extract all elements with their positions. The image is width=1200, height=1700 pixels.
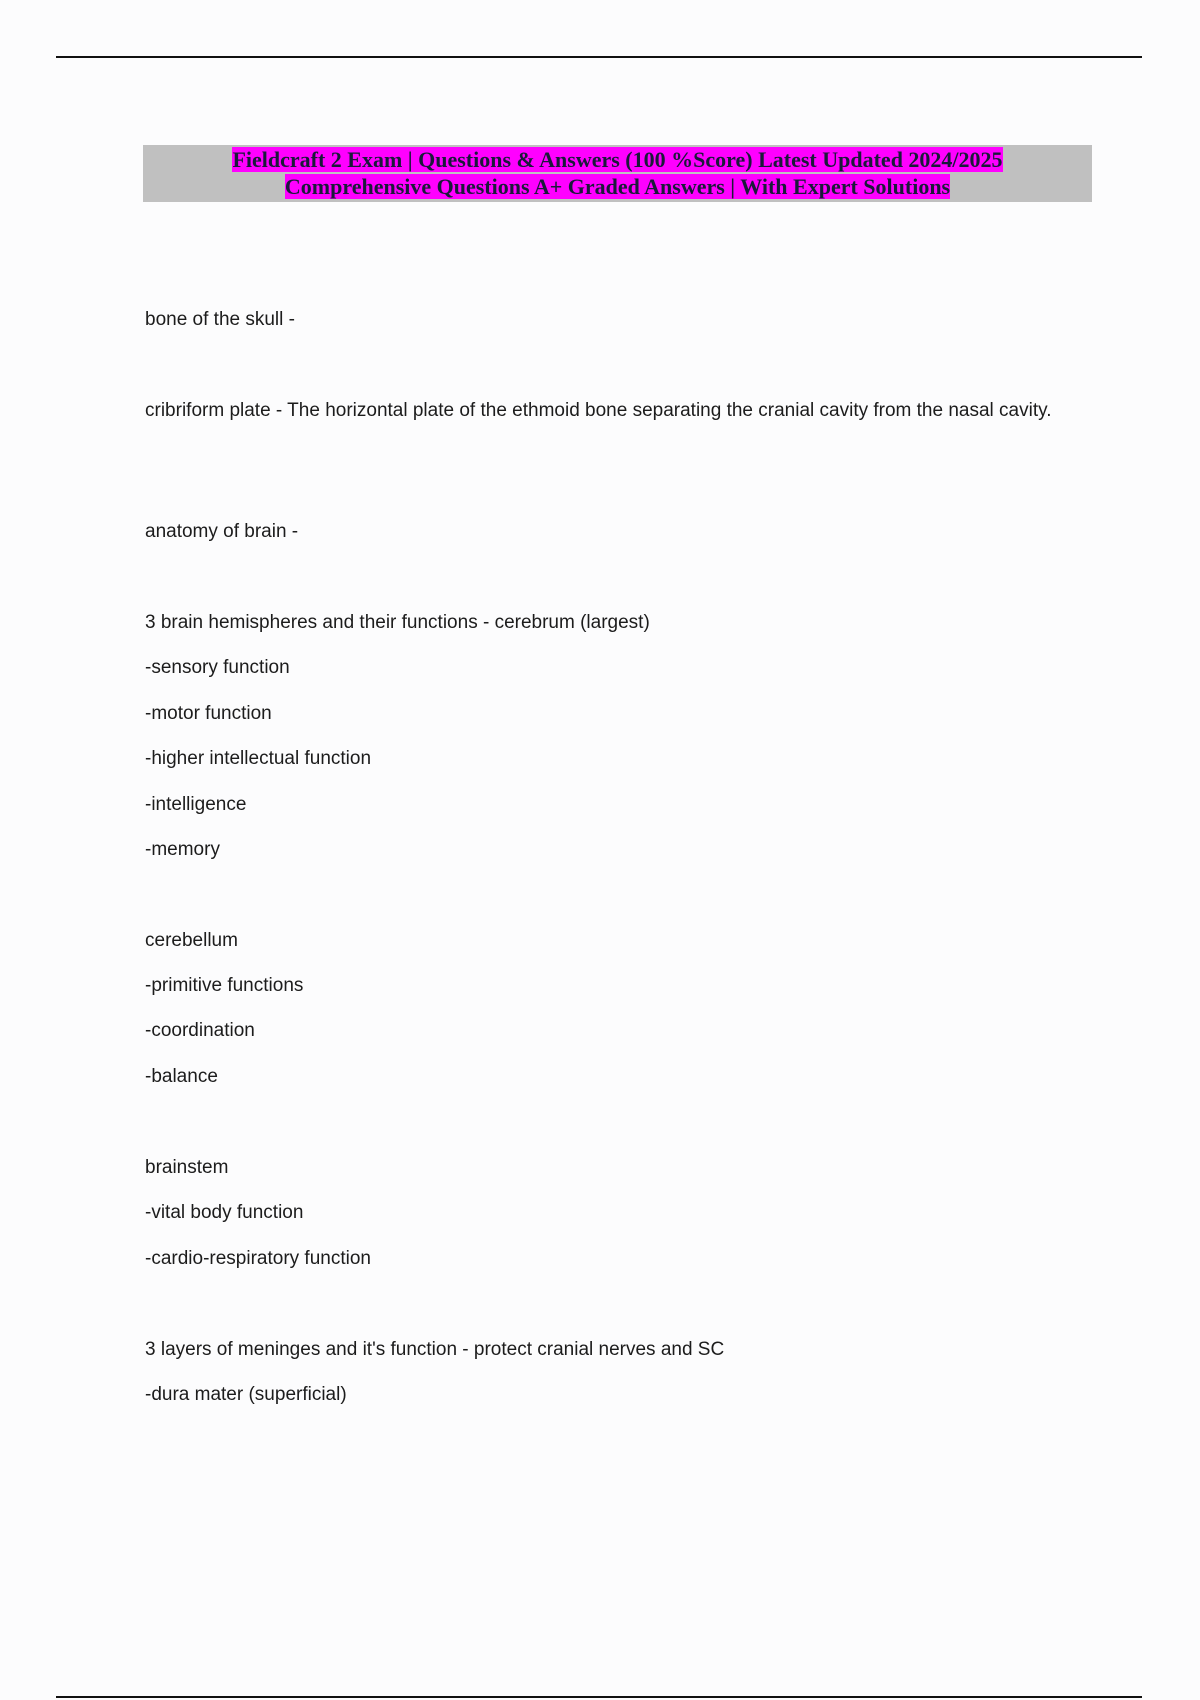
list-item: -primitive functions xyxy=(145,975,304,996)
list-item: -sensory function xyxy=(145,657,290,678)
entry-brain-hemispheres: 3 brain hemispheres and their functions - cerebrum (largest) xyxy=(145,612,650,633)
entry-meninges: 3 layers of meninges and it's function - protect cranial nerves and SC xyxy=(145,1339,725,1360)
list-item: -coordination xyxy=(145,1020,255,1041)
header-rule xyxy=(56,56,1142,58)
list-item: -vital body function xyxy=(145,1202,304,1223)
list-item: -memory xyxy=(145,839,220,860)
list-item: -dura mater (superficial) xyxy=(145,1384,347,1405)
list-item: -intelligence xyxy=(145,794,247,815)
entry-cribriform-plate: cribriform plate - The horizontal plate of the ethmoid bone separating the cranial cavity from the nasal cavity. xyxy=(145,400,1052,421)
list-item: -motor function xyxy=(145,703,272,724)
list-item: -higher intellectual function xyxy=(145,748,372,769)
entry-bone-of-skull: bone of the skull - xyxy=(145,309,295,330)
list-item: -cardio-respiratory function xyxy=(145,1248,371,1269)
title-line-1: Fieldcraft 2 Exam | Questions & Answers (100 %Score) Latest Updated 2024/2025 xyxy=(232,147,1003,172)
title-line-2: Comprehensive Questions A+ Graded Answers | With Expert Solutions xyxy=(284,174,951,199)
footer-rule xyxy=(56,1696,1142,1698)
entry-anatomy-of-brain: anatomy of brain - xyxy=(145,521,299,542)
entry-cerebellum: cerebellum xyxy=(145,930,238,951)
list-item: -balance xyxy=(145,1066,218,1087)
document-title-box xyxy=(143,145,1092,202)
entry-brainstem: brainstem xyxy=(145,1157,229,1178)
